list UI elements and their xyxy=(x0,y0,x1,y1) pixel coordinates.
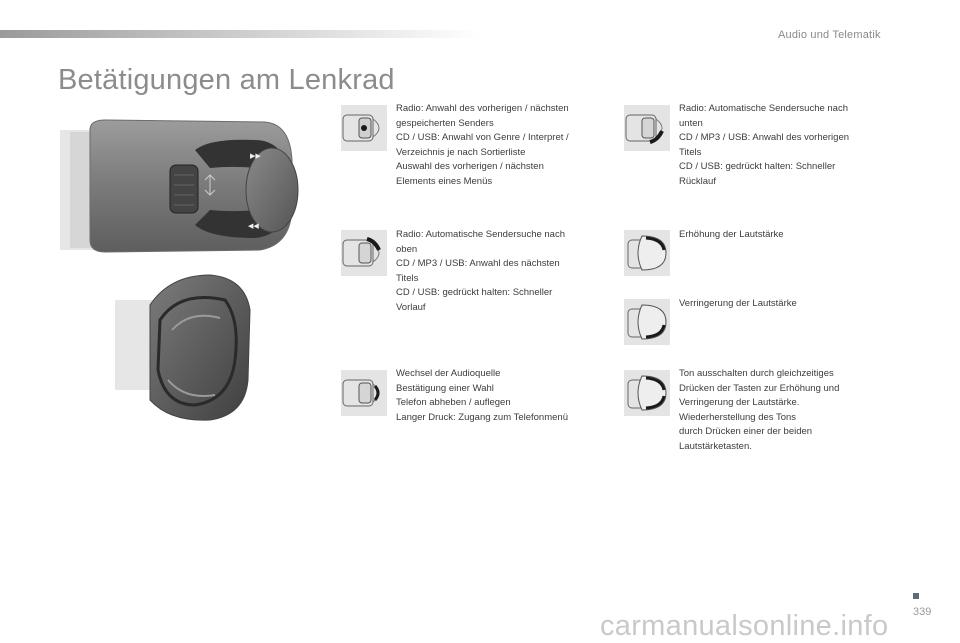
steering-controls-illustration xyxy=(60,110,320,440)
stalk-back-view xyxy=(115,275,250,420)
page-marker xyxy=(913,593,919,599)
header-bar xyxy=(0,30,480,38)
thumb-mute xyxy=(624,370,670,416)
section-title: Audio und Telematik xyxy=(778,29,881,41)
thumb-seek-up xyxy=(341,230,387,276)
svg-text:▶▶: ▶▶ xyxy=(250,153,261,160)
stalk-front-view xyxy=(60,120,298,252)
desc-mute: Ton ausschalten durch gleichzeitiges Drücken der Tasten zur Erhöhung und Verringerung der Lautstärke. Wiederherstellung des Tons durch Drücken einer der beiden Lautstärketasten. xyxy=(679,368,840,452)
thumb-source-select xyxy=(341,370,387,416)
thumb-volume-up xyxy=(624,230,670,276)
desc-source-select: Wechsel der Audioquelle Bestätigung einer Wahl Telefon abheben / auflegen Langer Druck: Zugang zum Telefonmenü xyxy=(396,368,568,423)
thumb-preset-select xyxy=(341,105,387,151)
svg-text:◀◀: ◀◀ xyxy=(248,223,259,230)
watermark: carmanualsonline.info xyxy=(600,610,889,642)
thumb-seek-down xyxy=(624,105,670,151)
desc-preset-select: Radio: Anwahl des vorherigen / nächsten gespeicherten Senders CD / USB: Anwahl von Genre / Interpret / Verzeichnis je nach Sortierliste Auswahl des vorherigen / nächsten Elements eines Menüs xyxy=(396,103,569,187)
thumb-volume-down xyxy=(624,299,670,345)
desc-volume-down: Verringerung der Lautstärke xyxy=(679,298,797,309)
page-number: 339 xyxy=(913,606,932,618)
desc-seek-down: Radio: Automatische Sendersuche nach unten CD / MP3 / USB: Anwahl des vorherigen Titels CD / USB: gedrückt halten: Schneller Rücklauf xyxy=(679,103,850,187)
desc-seek-up: Radio: Automatische Sendersuche nach oben CD / MP3 / USB: Anwahl des nächsten Titels CD / USB: gedrückt halten: Schneller Vorlauf xyxy=(396,229,565,313)
desc-volume-up: Erhöhung der Lautstärke xyxy=(679,229,784,240)
page-title: Betätigungen am Lenkrad xyxy=(58,64,395,96)
